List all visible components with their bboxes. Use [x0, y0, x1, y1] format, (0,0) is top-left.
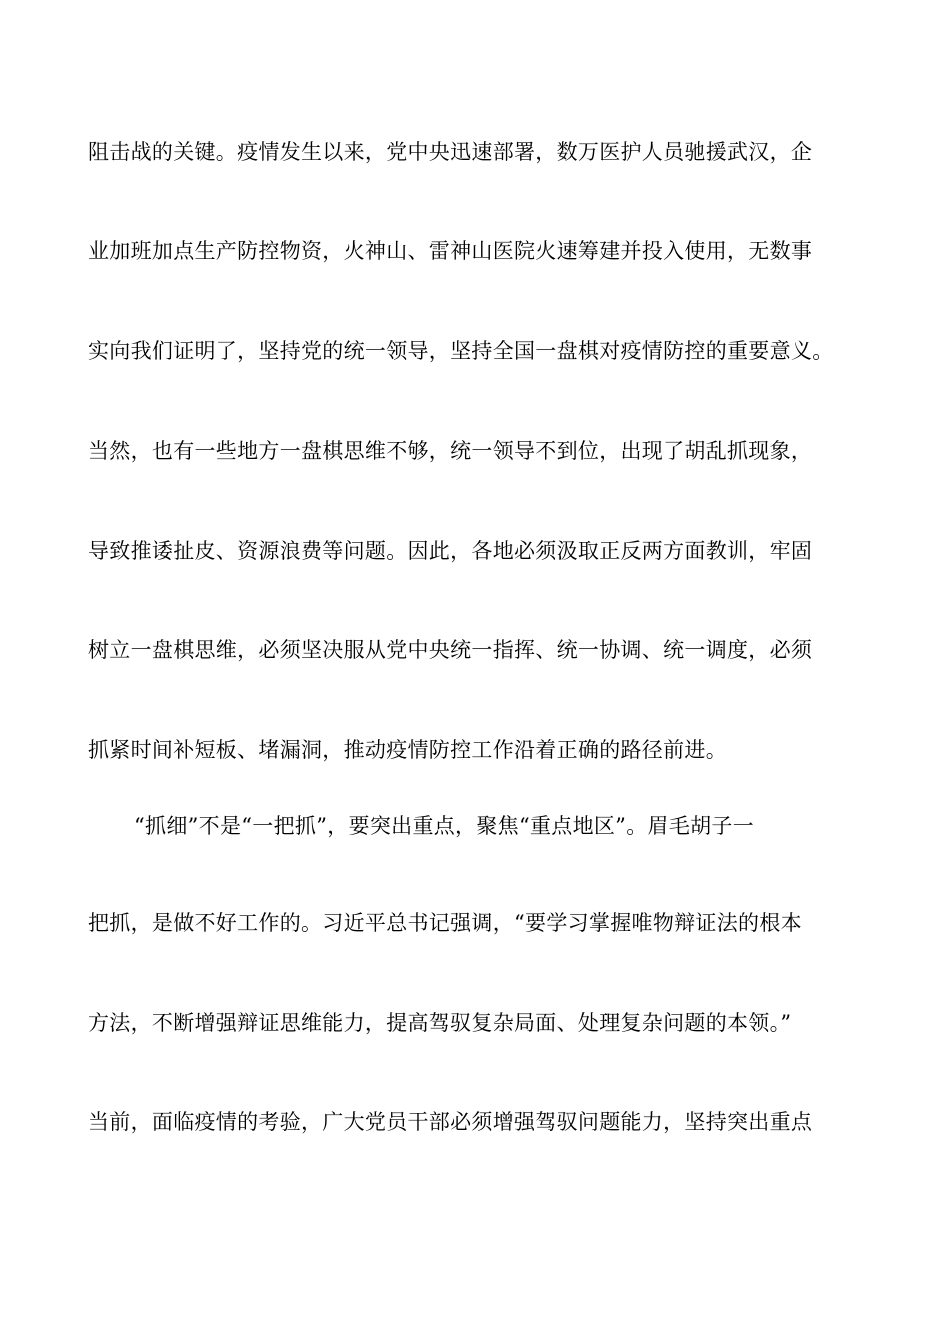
text-line: 当然，也有一些地方一盘棋思维不够，统一领导不到位，出现了胡乱抓现象，: [88, 439, 813, 463]
text-line: 实向我们证明了，坚持党的统一领导，坚持全国一盘棋对疫情防控的重要意义。: [88, 339, 834, 363]
text-line: 业加班加点生产防控物资，火神山、雷神山医院火速筹建并投入使用，无数事: [88, 239, 813, 263]
text-line: 树立一盘棋思维，必须坚决服从党中央统一指挥、统一协调、统一调度，必须: [88, 638, 813, 662]
text-line: 抓紧时间补短板、堵漏洞，推动疫情防控工作沿着正确的路径前进。: [88, 738, 727, 762]
paragraph-first-line: “抓细”不是“一把抓”，要突出重点，聚焦“重点地区”。眉毛胡子一: [134, 814, 755, 838]
text-line: 阻击战的关键。疫情发生以来，党中央迅速部署，数万医护人员驰援武汉，企: [88, 140, 813, 164]
text-line: 把抓，是做不好工作的。习近平总书记强调，“要学习掌握唯物辩证法的根本: [88, 911, 802, 935]
text-line: 当前，面临疫情的考验，广大党员干部必须增强驾驭问题能力，坚持突出重点: [88, 1110, 813, 1134]
text-line: 方法，不断增强辩证思维能力，提高驾驭复杂局面、处理复杂问题的本领。”: [88, 1011, 792, 1035]
text-line: 导致推诿扯皮、资源浪费等问题。因此，各地必须汲取正反两方面教训，牢固: [88, 539, 813, 563]
